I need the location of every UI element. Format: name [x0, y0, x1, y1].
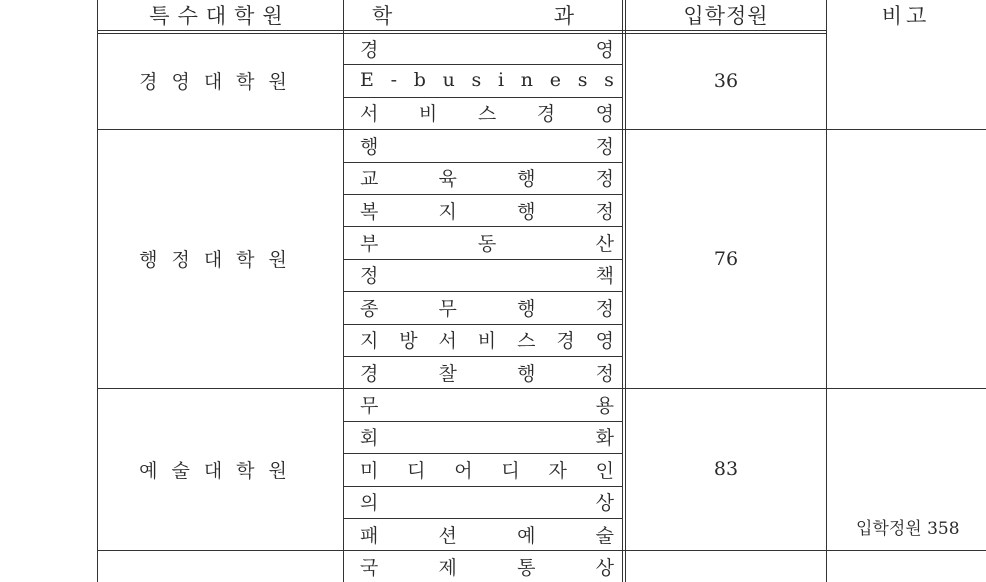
grid-vline: [97, 0, 98, 582]
department-char: 종: [360, 297, 379, 320]
department-char: 행: [517, 168, 536, 191]
department-char: 자: [548, 459, 567, 482]
department-char: 방: [399, 330, 418, 353]
group-quota: 76: [713, 247, 739, 270]
department-char: 패: [360, 524, 379, 547]
department-char: n: [520, 69, 534, 92]
department-char: 정: [595, 200, 614, 223]
department-row: [344, 486, 622, 518]
department-char: 비: [418, 103, 438, 126]
department-char: 미: [360, 459, 379, 482]
department-char: 상: [595, 556, 614, 579]
grid-hline: [344, 421, 622, 422]
grid-hline: [344, 226, 622, 227]
department-char: 서: [438, 330, 457, 353]
header-note: 비고: [881, 4, 931, 28]
department-char: 찰: [438, 362, 457, 385]
department-char: 행: [517, 297, 536, 320]
department-char: 육: [438, 168, 457, 191]
department-char: 스: [477, 103, 497, 126]
department-char: 정: [360, 265, 379, 288]
grid-hline: [344, 518, 622, 519]
department-row: [344, 64, 622, 96]
grid-hline: [344, 453, 622, 454]
grid-vline: [625, 0, 626, 582]
grid-hline: [344, 162, 622, 163]
group-quota: 36: [713, 69, 739, 92]
group-quota: 83: [713, 458, 739, 481]
department-char: E: [360, 69, 374, 92]
grid-vline: [622, 0, 623, 582]
department-char: 통: [517, 556, 536, 579]
department-char: 경: [556, 330, 575, 353]
department-char: 디: [501, 459, 520, 482]
department-char: 행: [517, 362, 536, 385]
department-row: [344, 550, 622, 582]
grid-hline: [97, 129, 986, 130]
department-char: 영: [595, 103, 614, 126]
department-char: 정: [595, 297, 614, 320]
department-char: 제: [438, 556, 457, 579]
department-char: u: [442, 69, 455, 92]
department-row: [344, 194, 622, 226]
department-row: [344, 129, 622, 161]
department-char: s: [471, 69, 482, 92]
department-char: 인: [595, 459, 614, 482]
department-row: [344, 226, 622, 258]
department-char: 정: [595, 362, 614, 385]
department-char: 무: [438, 297, 457, 320]
header-department-left: 학: [372, 4, 401, 28]
grid-vline: [343, 0, 344, 582]
grid-vline: [826, 0, 827, 582]
department-char: 영: [595, 330, 614, 353]
department-char: 지: [438, 200, 457, 223]
department-row: [344, 388, 622, 420]
header-department: [344, 0, 622, 30]
department-char: 경: [360, 362, 379, 385]
department-char: 지: [360, 330, 379, 353]
grid-hline: [344, 194, 622, 195]
department-row: [344, 453, 622, 485]
department-char: 서: [360, 103, 379, 126]
header-school: 특수대학원: [149, 4, 291, 28]
department-char: e: [549, 69, 561, 92]
header-quota: 입학정원: [683, 4, 769, 28]
department-char: 행: [360, 135, 379, 158]
grid-hline: [344, 259, 622, 260]
department-char: 책: [595, 265, 614, 288]
group-name: 경영대학원: [139, 71, 301, 94]
group-name: 행정대학원: [139, 249, 301, 272]
department-char: 영: [595, 38, 614, 61]
department-row: [344, 291, 622, 323]
group-name: 예술대학원: [139, 459, 301, 482]
department-char: s: [577, 69, 588, 92]
department-char: 정: [595, 135, 614, 158]
department-char: 교: [360, 168, 379, 191]
department-row: [344, 162, 622, 194]
department-char: 부: [360, 232, 379, 255]
group-name: [97, 550, 343, 582]
grid-hline: [344, 324, 622, 325]
department-char: 회: [360, 427, 379, 450]
department-char: 술: [595, 524, 614, 547]
department-row: [344, 421, 622, 453]
grid-hline: [344, 64, 622, 65]
grid-hline: [344, 486, 622, 487]
department-char: -: [390, 69, 397, 92]
department-char: 예: [517, 524, 536, 547]
department-row: [344, 356, 622, 388]
header-department-right: 과: [553, 4, 582, 28]
department-char: 어: [454, 459, 473, 482]
department-char: 경: [360, 38, 379, 61]
department-char: s: [604, 69, 614, 92]
group-quota: [626, 550, 826, 582]
department-char: 디: [407, 459, 426, 482]
department-row: [344, 32, 622, 64]
grid-hline: [97, 550, 986, 551]
department-char: 복: [360, 200, 379, 223]
grid-hline: [97, 388, 986, 389]
department-char: 화: [595, 427, 614, 450]
department-char: i: [498, 69, 505, 92]
department-char: 용: [595, 394, 614, 417]
department-char: 션: [438, 524, 457, 547]
department-row: [344, 259, 622, 291]
department-char: 경: [536, 103, 556, 126]
department-char: 행: [517, 200, 536, 223]
department-char: 비: [477, 330, 497, 353]
grid-hline: [97, 33, 826, 34]
grid-hline: [97, 30, 826, 31]
department-char: 스: [517, 330, 536, 353]
department-row: [344, 324, 622, 356]
department-char: 정: [595, 168, 614, 191]
department-char: 산: [595, 232, 614, 255]
department-char: 의: [360, 492, 379, 515]
grid-hline: [344, 356, 622, 357]
department-char: 국: [360, 556, 379, 579]
note-text: 입학정원 358: [856, 519, 960, 539]
department-char: 상: [595, 492, 614, 515]
department-char: 무: [360, 394, 379, 417]
department-char: b: [413, 69, 426, 92]
department-row: [344, 518, 622, 550]
department-row: [344, 97, 622, 129]
grid-hline: [344, 291, 622, 292]
grid-hline: [344, 97, 622, 98]
department-char: 동: [477, 232, 497, 255]
